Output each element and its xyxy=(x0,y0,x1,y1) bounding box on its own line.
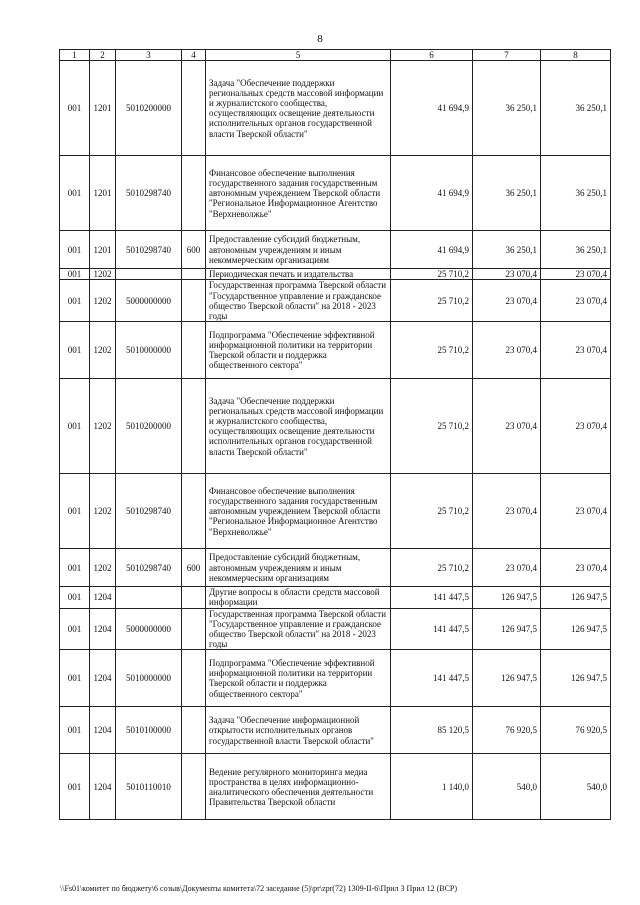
table-row xyxy=(60,269,611,280)
table-row xyxy=(60,61,611,156)
target-article-cell: 5010200000 xyxy=(116,379,182,474)
expense-type-cell xyxy=(182,707,206,754)
target-article-cell: 5010000000 xyxy=(116,650,182,707)
column-header: 4 xyxy=(182,50,206,61)
description-cell: Задача "Обеспечение поддержки региональных средств массовой информации и журналистского сообщества, осуществляющих освещение деятельности исполнительных органов государственной власти Тверской области" xyxy=(206,379,391,474)
amount-cell: 25 710,2 xyxy=(391,549,473,587)
amount-cell: 23 070,4 xyxy=(473,322,541,379)
target-article-cell: 5010298740 xyxy=(116,474,182,549)
chapter-cell: 001 xyxy=(60,269,90,280)
section-cell: 1204 xyxy=(90,707,116,754)
amount-cell: 25 710,2 xyxy=(391,322,473,379)
section-cell: 1202 xyxy=(90,474,116,549)
amount-cell: 36 250,1 xyxy=(541,61,611,156)
table-row xyxy=(60,474,611,549)
chapter-cell: 001 xyxy=(60,379,90,474)
chapter-cell: 001 xyxy=(60,322,90,379)
table-row xyxy=(60,379,611,474)
amount-cell: 126 947,5 xyxy=(541,608,611,650)
expense-type-cell xyxy=(182,474,206,549)
amount-cell: 126 947,5 xyxy=(473,587,541,608)
column-header: 8 xyxy=(541,50,611,61)
column-header: 1 xyxy=(60,50,90,61)
amount-cell: 25 710,2 xyxy=(391,474,473,549)
section-cell: 1202 xyxy=(90,379,116,474)
amount-cell: 23 070,4 xyxy=(541,280,611,322)
header-row xyxy=(60,50,611,61)
amount-cell: 141 447,5 xyxy=(391,650,473,707)
target-article-cell: 5010298740 xyxy=(116,156,182,231)
expense-type-cell xyxy=(182,754,206,820)
table-row xyxy=(60,650,611,707)
target-article-cell: 5000000000 xyxy=(116,608,182,650)
chapter-cell: 001 xyxy=(60,608,90,650)
target-article-cell: 5010110010 xyxy=(116,754,182,820)
amount-cell: 23 070,4 xyxy=(473,474,541,549)
column-header: 7 xyxy=(473,50,541,61)
table-row xyxy=(60,549,611,587)
amount-cell: 25 710,2 xyxy=(391,280,473,322)
description-cell: Финансовое обеспечение выполнения государственного задания государственным автономным учреждением Тверской области "Региональное Информационное Агентство "Верхневолжье" xyxy=(206,474,391,549)
chapter-cell: 001 xyxy=(60,474,90,549)
amount-cell: 25 710,2 xyxy=(391,269,473,280)
column-header: 5 xyxy=(206,50,391,61)
amount-cell: 25 710,2 xyxy=(391,379,473,474)
amount-cell: 23 070,4 xyxy=(541,549,611,587)
target-article-cell: 5010000000 xyxy=(116,322,182,379)
amount-cell: 41 694,9 xyxy=(391,61,473,156)
amount-cell: 76 920,5 xyxy=(473,707,541,754)
chapter-cell: 001 xyxy=(60,61,90,156)
amount-cell: 23 070,4 xyxy=(473,549,541,587)
expense-type-cell xyxy=(182,322,206,379)
expense-type-cell xyxy=(182,379,206,474)
column-header: 2 xyxy=(90,50,116,61)
file-path-footer: \\Fs01\комитет по бюджету\6 созыв\Документы комитета\72 заседание (5)\pr\zpr(72) 1309-II-6\Прил 3 Прил 12 (ВСР) xyxy=(60,884,458,893)
column-header: 6 xyxy=(391,50,473,61)
chapter-cell: 001 xyxy=(60,754,90,820)
description-cell: Государственная программа Тверской области "Государственное управление и гражданское общество Тверской области" на 2018 - 2023 годы xyxy=(206,280,391,322)
chapter-cell: 001 xyxy=(60,587,90,608)
target-article-cell: 5010100000 xyxy=(116,707,182,754)
description-cell: Задача "Обеспечение информационной открытости исполнительных органов государственной власти Тверской области" xyxy=(206,707,391,754)
amount-cell: 141 447,5 xyxy=(391,608,473,650)
section-cell: 1204 xyxy=(90,650,116,707)
amount-cell: 23 070,4 xyxy=(473,269,541,280)
description-cell: Подпрограмма "Обеспечение эффективной информационной политики на территории Тверской области и поддержка общественного сектора" xyxy=(206,650,391,707)
page-number: 8 xyxy=(317,33,323,45)
description-cell: Финансовое обеспечение выполнения государственного задания государственным автономным учреждением Тверской области "Региональное Информационное Агентство "Верхневолжье" xyxy=(206,156,391,231)
table-row xyxy=(60,322,611,379)
amount-cell: 126 947,5 xyxy=(473,650,541,707)
amount-cell: 36 250,1 xyxy=(473,156,541,231)
budget-table xyxy=(59,49,611,820)
target-article-cell: 5000000000 xyxy=(116,280,182,322)
amount-cell: 76 920,5 xyxy=(541,707,611,754)
target-article-cell: 5010298740 xyxy=(116,231,182,269)
table-row xyxy=(60,608,611,650)
description-cell: Подпрограмма "Обеспечение эффективной информационной политики на территории Тверской области и поддержка общественного сектора" xyxy=(206,322,391,379)
expense-type-cell xyxy=(182,156,206,231)
description-cell: Задача "Обеспечение поддержки региональных средств массовой информации и журналистского сообщества, осуществляющих освещение деятельности исполнительных органов государственной власти Тверской области" xyxy=(206,61,391,156)
chapter-cell: 001 xyxy=(60,707,90,754)
amount-cell: 540,0 xyxy=(473,754,541,820)
target-article-cell: 5010200000 xyxy=(116,61,182,156)
amount-cell: 36 250,1 xyxy=(541,231,611,269)
chapter-cell: 001 xyxy=(60,650,90,707)
section-cell: 1202 xyxy=(90,549,116,587)
amount-cell: 23 070,4 xyxy=(473,280,541,322)
table-row xyxy=(60,707,611,754)
amount-cell: 23 070,4 xyxy=(541,269,611,280)
amount-cell: 36 250,1 xyxy=(473,61,541,156)
amount-cell: 36 250,1 xyxy=(541,156,611,231)
expense-type-cell xyxy=(182,608,206,650)
section-cell: 1202 xyxy=(90,269,116,280)
amount-cell: 1 140,0 xyxy=(391,754,473,820)
chapter-cell: 001 xyxy=(60,156,90,231)
target-article-cell: 5010298740 xyxy=(116,549,182,587)
section-cell: 1202 xyxy=(90,322,116,379)
amount-cell: 23 070,4 xyxy=(541,474,611,549)
table-row xyxy=(60,156,611,231)
amount-cell: 36 250,1 xyxy=(473,231,541,269)
amount-cell: 41 694,9 xyxy=(391,156,473,231)
section-cell: 1204 xyxy=(90,608,116,650)
amount-cell: 540,0 xyxy=(541,754,611,820)
amount-cell: 23 070,4 xyxy=(473,379,541,474)
chapter-cell: 001 xyxy=(60,549,90,587)
table-row xyxy=(60,587,611,608)
table-row xyxy=(60,280,611,322)
section-cell: 1202 xyxy=(90,280,116,322)
section-cell: 1201 xyxy=(90,156,116,231)
amount-cell: 23 070,4 xyxy=(541,322,611,379)
description-cell: Ведение регулярного мониторинга медиа пространства в целях информационно-аналитического обеспечения деятельности Правительства Тверской области xyxy=(206,754,391,820)
description-cell: Предоставление субсидий бюджетным, автономным учреждениям и иным некоммерческим организациям xyxy=(206,231,391,269)
chapter-cell: 001 xyxy=(60,280,90,322)
description-cell: Предоставление субсидий бюджетным, автономным учреждениям и иным некоммерческим организациям xyxy=(206,549,391,587)
description-cell: Периодическая печать и издательства xyxy=(206,269,391,280)
amount-cell: 126 947,5 xyxy=(473,608,541,650)
chapter-cell: 001 xyxy=(60,231,90,269)
expense-type-cell: 600 xyxy=(182,231,206,269)
amount-cell: 85 120,5 xyxy=(391,707,473,754)
column-header: 3 xyxy=(116,50,182,61)
expense-type-cell xyxy=(182,269,206,280)
expense-type-cell xyxy=(182,587,206,608)
description-cell: Другие вопросы в области средств массовой информации xyxy=(206,587,391,608)
table-row xyxy=(60,231,611,269)
expense-type-cell xyxy=(182,280,206,322)
amount-cell: 41 694,9 xyxy=(391,231,473,269)
expense-type-cell xyxy=(182,650,206,707)
target-article-cell xyxy=(116,587,182,608)
table-row xyxy=(60,754,611,820)
section-cell: 1201 xyxy=(90,61,116,156)
target-article-cell xyxy=(116,269,182,280)
amount-cell: 141 447,5 xyxy=(391,587,473,608)
description-cell: Государственная программа Тверской области "Государственное управление и гражданское общество Тверской области" на 2018 - 2023 годы xyxy=(206,608,391,650)
section-cell: 1204 xyxy=(90,587,116,608)
amount-cell: 126 947,5 xyxy=(541,587,611,608)
expense-type-cell xyxy=(182,61,206,156)
amount-cell: 126 947,5 xyxy=(541,650,611,707)
section-cell: 1204 xyxy=(90,754,116,820)
section-cell: 1201 xyxy=(90,231,116,269)
amount-cell: 23 070,4 xyxy=(541,379,611,474)
expense-type-cell: 600 xyxy=(182,549,206,587)
